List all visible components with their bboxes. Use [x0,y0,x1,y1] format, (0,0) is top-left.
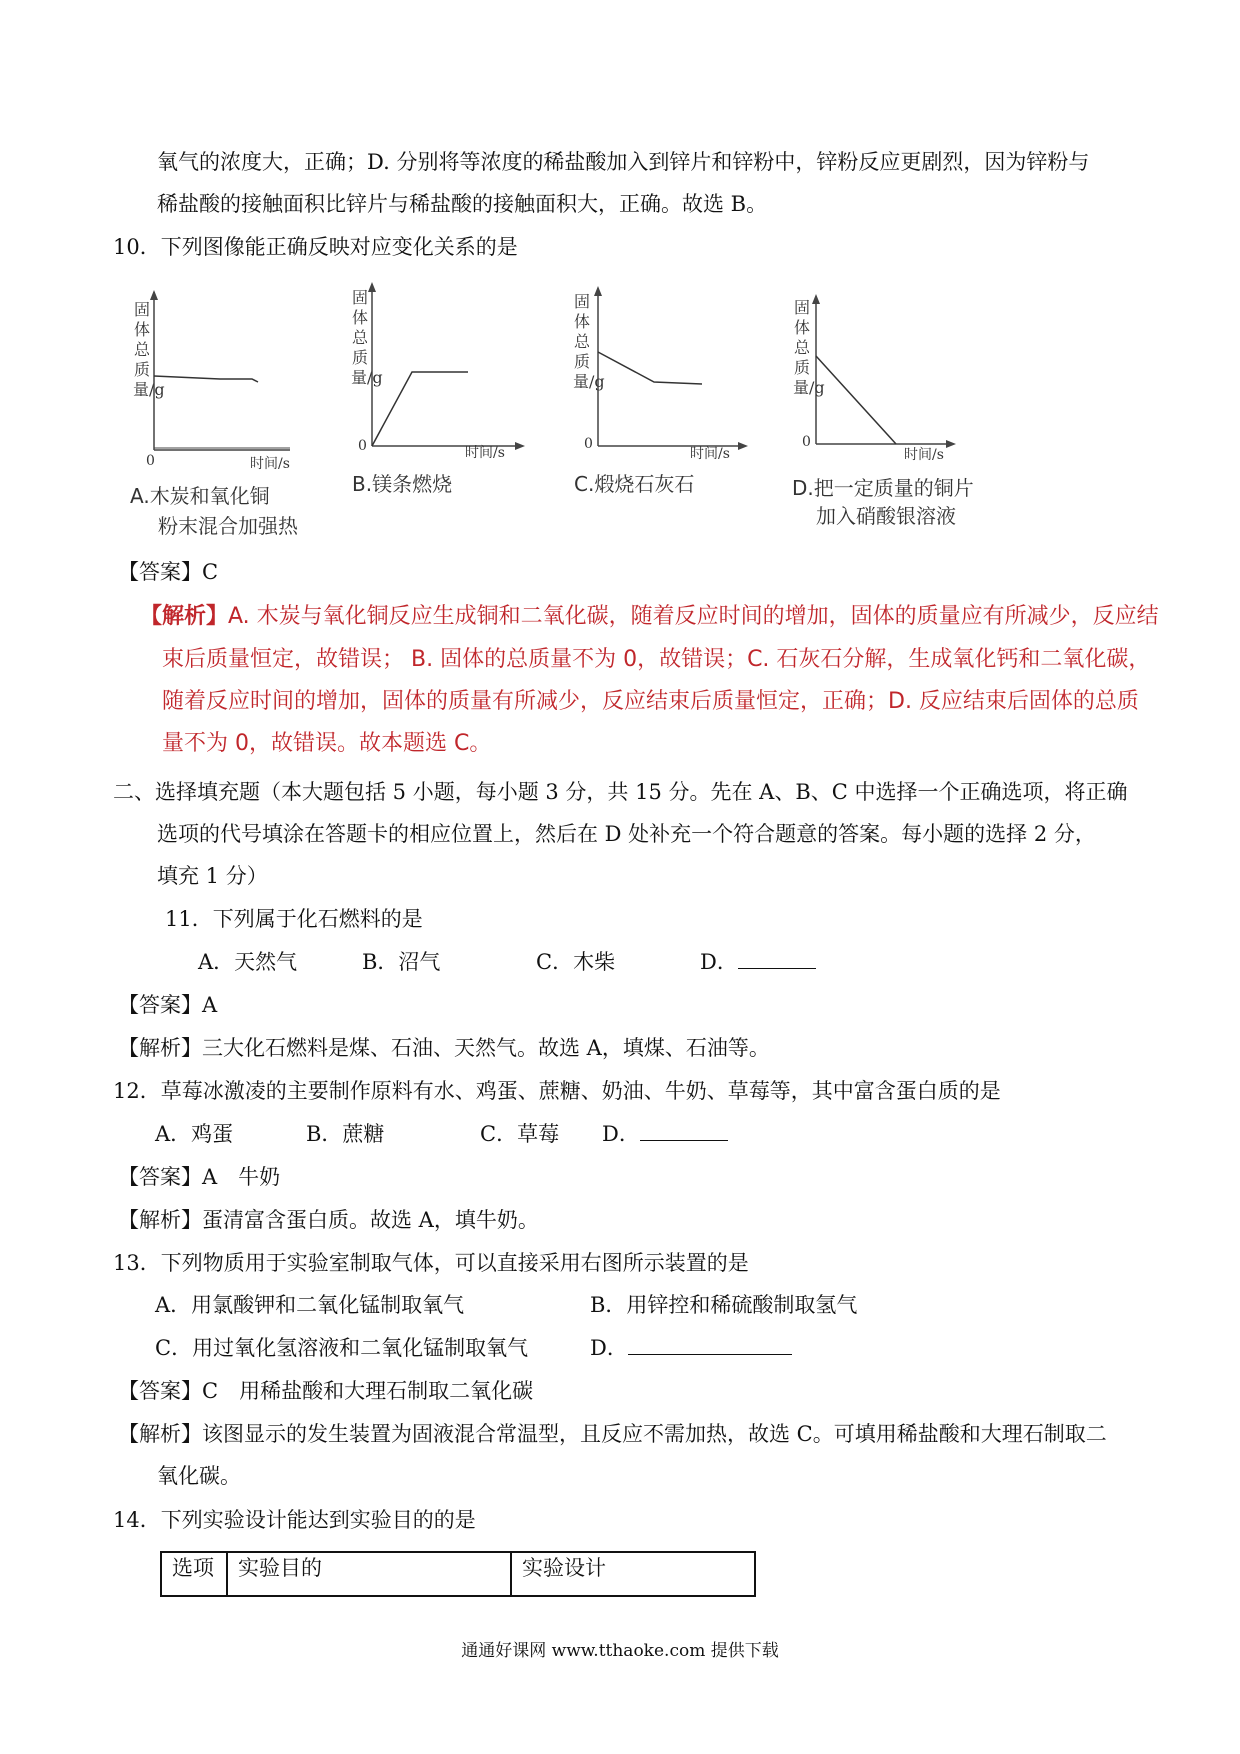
graph-c-ylabel: 固体总质量/g [573,292,605,391]
intro-line-1: 氧气的浓度大，正确；D. 分别将等浓度的稀盐酸加入到锌片和锌粉中，锌粉反应更剧烈，因为锌粉与 [157,150,1090,174]
q12-answer: 【答案】A 牛奶 [118,1165,281,1189]
graph-a-caption-1: A.木炭和氧化铜 [130,484,270,508]
intro-line-2: 稀盐酸的接触面积比锌片与稀盐酸的接触面积大，正确。故选 B。 [157,192,768,216]
graph-a-curve [154,376,258,382]
graph-d-ylabel: 固体总质量/g [793,298,825,397]
graph-a-xlabel: 时间/s [250,456,290,472]
q10-title: 10．下列图像能正确反映对应变化关系的是 [113,235,518,259]
q14-title: 14．下列实验设计能达到实验目的的是 [113,1508,476,1532]
q13-title: 13．下列物质用于实验室制取气体，可以直接采用右图所示装置的是 [113,1251,749,1275]
q10-analysis-4: 量不为 0，故错误。故本题选 C。 [162,731,492,756]
page-footer: 通通好课网 www.tthaoke.com 提供下载 [461,1641,779,1661]
q11-title: 11．下列属于化石燃料的是 [165,907,423,931]
graph-d [792,294,972,474]
graph-b-ylabel: 固体总质量/g [351,288,383,387]
q11-option-a: A．天然气 [198,950,298,974]
section2-line-2: 选项的代号填涂在答题卡的相应位置上，然后在 D 处补充一个符合题意的答案。每小题的选择 2 分， [157,822,1096,846]
q11-option-b: B．沼气 [362,950,441,974]
graph-d-curve [816,356,896,444]
q14-table [160,1551,756,1597]
q10-answer: 【答案】C [118,560,219,584]
graph-d-caption-1: D.把一定质量的铜片 [792,476,974,500]
q11-analysis: 【解析】三大化石燃料是煤、石油、天然气。故选 A，填煤、石油等。 [118,1036,770,1060]
q13-answer: 【答案】C 用稀盐酸和大理石制取二氧化碳 [118,1379,534,1403]
table-header-option: 选项 [161,1552,227,1596]
q12-title: 12．草莓冰激凌的主要制作原料有水、鸡蛋、蔗糖、奶油、牛奶、草莓等，其中富含蛋白质的是 [113,1079,1001,1103]
graph-c-caption-1: C.煅烧石灰石 [574,472,695,496]
graph-c-zero: 0 [584,436,593,452]
graph-d-zero: 0 [802,434,811,450]
graph-b-curve [372,372,468,446]
section2-line-3: 填充 1 分） [157,864,268,888]
table-header-design: 实验设计 [511,1552,755,1596]
graph-c-xlabel: 时间/s [690,446,730,462]
q11-blank [738,948,816,969]
table-header-row [161,1552,755,1596]
graph-a-caption-2: 粉末混合加强热 [158,514,298,538]
q12-analysis: 【解析】蛋清富含蛋白质。故选 A，填牛奶。 [118,1208,539,1232]
q12-option-b: B．蔗糖 [306,1122,385,1146]
q13-option-d: D． [590,1334,792,1362]
q10-analysis-1: 【解析】A. 木炭与氧化铜反应生成铜和二氧化碳，随着反应时间的增加，固体的质量应有所减少，反应结 [140,604,1159,629]
graph-d-xlabel: 时间/s [904,447,944,463]
graph-a-ylabel: 固体总质量/g [133,300,165,399]
q13-analysis-1: 【解析】该图显示的发生装置为固液混合常温型，且反应不需加热，故选 C。可填用稀盐酸和大理石制取二 [118,1422,1107,1446]
q12-option-a: A．鸡蛋 [155,1122,234,1146]
graph-c-curve [598,352,702,384]
graph-d-plot [792,294,972,474]
graph-a-zero: 0 [146,453,155,469]
q13-option-c: C．用过氧化氢溶液和二氧化锰制取氧气 [155,1336,529,1360]
q13-option-b: B．用锌控和稀硫酸制取氢气 [590,1293,858,1317]
graph-a-plot [130,290,310,470]
section2-line-1: 二、选择填充题（本大题包括 5 小题，每小题 3 分，共 15 分。先在 A、B、C 中选择一个正确选项，将正确 [113,780,1128,804]
graph-b-caption-1: B.镁条燃烧 [352,472,453,496]
q11-answer: 【答案】A [118,993,218,1017]
q13-analysis-2: 氧化碳。 [157,1464,241,1488]
q12-blank [640,1120,728,1141]
graph-c-plot [572,286,752,466]
q10-analysis-3: 随着反应时间的增加，固体的质量有所减少，反应结束后质量恒定，正确；D. 反应结束后固体的总质 [162,689,1139,714]
graph-a [130,290,310,470]
q12-option-d: D． [602,1120,728,1148]
graph-d-caption-2: 加入硝酸银溶液 [816,504,956,528]
q10-analysis-head: 【解析】 [140,604,229,629]
q10-analysis-2: 束后质量恒定，故错误； B. 固体的总质量不为 0，故错误；C. 石灰石分解，生成氧化钙和二氧化碳， [162,647,1151,672]
q11-option-d: D． [700,948,816,976]
graph-b-plot [350,282,530,462]
q13-option-a: A．用氯酸钾和二氧化锰制取氧气 [155,1293,465,1317]
graph-b-zero: 0 [358,438,367,454]
graph-b [350,282,530,462]
table-header-purpose: 实验目的 [227,1552,511,1596]
q11-option-c: C．木柴 [536,950,616,974]
graph-c [572,286,752,466]
graph-b-xlabel: 时间/s [465,445,505,461]
q12-option-c: C．草莓 [480,1122,560,1146]
q13-blank [628,1334,792,1355]
